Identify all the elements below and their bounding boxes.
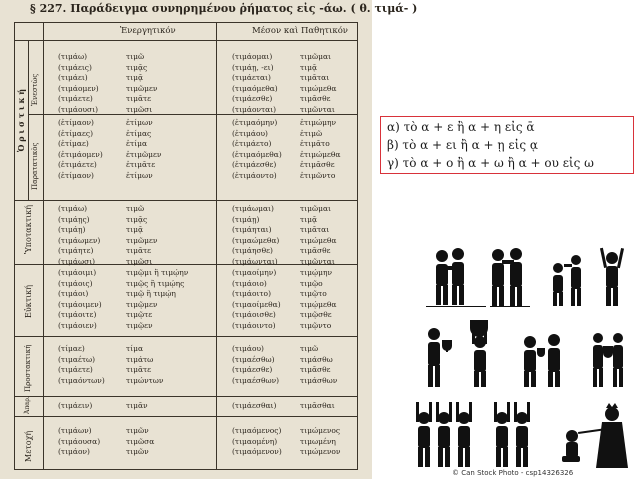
form-active-uncontracted: (τιμάουσι): [58, 105, 99, 114]
form-mp-contracted: τιμώμεθα: [300, 83, 337, 93]
form-mp-uncontracted: (τιμάησθε): [232, 246, 273, 256]
form-mp-contracted: τιμῷτο: [300, 289, 327, 299]
form-active-contracted: τιμῷμι ἢ τιμῴην: [126, 268, 189, 277]
form-active-contracted: τιμᾷ: [126, 225, 144, 235]
form-mp-contracted: τιμωμένη: [300, 436, 336, 446]
form-mp-uncontracted: (τιμάεται): [232, 73, 271, 83]
mood-label-optative: Εὐκτική: [24, 284, 33, 318]
form-mp-contracted: τιμῶμαι: [300, 204, 331, 213]
clipart-caption: © Can Stock Photo - csp14326326: [452, 469, 574, 477]
rule-line-beta: β) τὸ α + ει ἢ α + ῃ εἰς ᾳ: [387, 138, 538, 152]
rule-line-gamma: γ) τὸ α + ο ἢ α + ω ἢ α + ου εἰς ω: [387, 156, 594, 170]
form-active-contracted: ἐτιμῶμεν: [126, 149, 162, 159]
voice-column-divider: [216, 22, 217, 470]
form-mp-uncontracted: (τιμαώμεθα): [232, 235, 280, 245]
form-active-uncontracted: (τιμάειν): [58, 401, 93, 410]
team-cup-figures: [593, 333, 623, 387]
form-mp-contracted: τιμώμενον: [300, 447, 341, 457]
mood-label-imperative: Προστακτική: [24, 344, 32, 392]
form-active-uncontracted: (τιμάῃς): [58, 214, 90, 224]
team-arms-up-figures: [416, 402, 472, 467]
form-mp-contracted: τιμῴμεθα: [300, 299, 337, 309]
form-mp-contracted: ἐτιμῶ: [300, 128, 323, 138]
mood-label-imperfect: Παρατατικὸς: [31, 142, 39, 190]
form-active-uncontracted: (τιμαέτω): [58, 354, 96, 364]
form-mp-uncontracted: (τιμαόμενον): [232, 447, 282, 457]
form-mp-contracted: τιμώμενος: [300, 426, 341, 435]
indicative-divider: [28, 40, 29, 200]
form-mp-contracted: ἐτιμώμεθα: [300, 149, 341, 159]
section-rule-participle: [14, 416, 358, 417]
form-mp-contracted: ἐτιμώμην: [300, 118, 337, 127]
form-active-contracted: τίμα: [126, 344, 144, 353]
form-active-uncontracted: (ἐτιμάομεν): [58, 149, 103, 159]
form-active-contracted: τιμάτω: [126, 354, 154, 364]
header-rule: [14, 40, 358, 41]
form-active-contracted: τιμῶσι: [126, 257, 153, 266]
form-mp-uncontracted: (τιμάωμαι): [232, 204, 274, 213]
form-mp-uncontracted: (ἐτιμάετο): [232, 139, 272, 149]
form-active-uncontracted: (τιμάητε): [58, 246, 94, 256]
celebration-clipart: [406, 242, 638, 479]
form-mp-uncontracted: (τιμάεσθαι): [232, 401, 277, 410]
hugging-figures: [436, 248, 464, 305]
form-active-contracted: τιμῷτε: [126, 310, 153, 320]
form-active-contracted: τιμῷεν: [126, 321, 153, 330]
section-rule-imperative: [14, 336, 358, 337]
form-mp-uncontracted: (ἐτιμάεσθε): [232, 160, 277, 170]
form-active-uncontracted: (τιμάετε): [58, 365, 93, 375]
group-arms-up-figures: [494, 402, 530, 467]
form-mp-uncontracted: (τιμάοιο): [232, 278, 267, 288]
form-active-contracted: τιμῶσι: [126, 105, 153, 114]
form-mp-contracted: τιμάσθων: [300, 375, 338, 385]
form-active-uncontracted: (τιμάει): [58, 73, 88, 83]
embracing-figures: [492, 248, 522, 306]
form-active-contracted: τιμῶ: [126, 52, 145, 61]
form-mp-contracted: τιμᾶσθε: [300, 246, 331, 256]
form-mp-uncontracted: (τιμαόμεθα): [232, 83, 278, 93]
mood-label-indicative: Ὁ ρ ι σ τ ι κ ή: [16, 88, 26, 152]
form-mp-uncontracted: (τιμαέσθω): [232, 354, 275, 364]
form-mp-contracted: τιμῶμαι: [300, 52, 331, 61]
form-active-uncontracted: (τιμάοιεν): [58, 321, 97, 330]
form-active-contracted: τιμῶσα: [126, 436, 155, 446]
form-mp-uncontracted: (τιμάωνται): [232, 257, 278, 266]
form-active-contracted: ἐτίμας: [126, 128, 152, 138]
form-mp-contracted: τιμᾶσθε: [300, 94, 331, 104]
form-active-uncontracted: (τιμάω): [58, 52, 87, 61]
form-mp-contracted: τιμῷντο: [300, 321, 332, 330]
form-active-uncontracted: (τιμάοιμι): [58, 268, 97, 277]
form-active-uncontracted: (τιμάοιμεν): [58, 299, 102, 309]
form-active-contracted: ἐτίμων: [126, 118, 153, 127]
form-active-uncontracted: (τιμάομεν): [58, 83, 99, 93]
form-active-uncontracted: (ἐτίμαε): [58, 139, 89, 149]
form-active-uncontracted: (τιμάωσι): [58, 257, 96, 266]
form-active-contracted: τιμώντων: [126, 375, 164, 385]
form-active-contracted: τιμῶ: [126, 204, 145, 213]
form-mp-uncontracted: (τιμάοισθε): [232, 310, 276, 320]
form-mp-contracted: τιμᾷ: [300, 62, 318, 72]
form-mp-uncontracted: (τιμάεσθε): [232, 365, 273, 375]
form-active-uncontracted: (τιμαόντων): [58, 375, 105, 385]
form-active-uncontracted: (τιμάουσα): [58, 436, 101, 446]
form-mp-contracted: ἐτιμᾶτο: [300, 139, 330, 149]
mood-column-divider: [43, 22, 44, 470]
form-mp-uncontracted: (τιμαέσθων): [232, 375, 280, 385]
form-mp-uncontracted: (τιμάομαι): [232, 52, 273, 61]
form-active-contracted: τιμᾶν: [126, 401, 148, 410]
form-active-uncontracted: (τιμάετε): [58, 94, 93, 104]
form-active-contracted: τιμῷ ἢ τιμῴη: [126, 289, 176, 299]
form-active-uncontracted: (ἐτίμαες): [58, 128, 93, 138]
table-title: § 227. Παράδειγμα συνηρημένου ῥήματος εἰς -άω. ( θ. τιμά- ): [30, 2, 418, 15]
form-mp-contracted: τιμᾶσθε: [300, 365, 331, 375]
cup-raise-figure: [470, 320, 488, 387]
form-active-contracted: ἐτίμα: [126, 139, 148, 149]
mood-label-present: Ἐνεστὼς: [31, 73, 39, 106]
form-mp-contracted: τιμᾷ: [300, 214, 318, 224]
form-active-contracted: ἐτίμων: [126, 171, 153, 180]
header-active: Ἐνεργητικόν: [120, 26, 176, 36]
form-active-contracted: τιμῶμεν: [126, 83, 158, 93]
form-active-contracted: τιμῶμεν: [126, 235, 158, 245]
mood-label-subjunctive: Ὑποτακτική: [24, 204, 33, 254]
form-active-uncontracted: (τίμαε): [58, 344, 85, 353]
form-active-contracted: τιμῷς ἢ τιμῴης: [126, 278, 185, 288]
form-mp-contracted: τιμῶνται: [300, 257, 335, 266]
form-active-uncontracted: (τιμάον): [58, 447, 90, 457]
form-mp-uncontracted: (τιμάοιτο): [232, 289, 272, 299]
form-mp-contracted: τιμάσθω: [300, 354, 333, 364]
form-active-contracted: τιμῷμεν: [126, 299, 158, 309]
form-active-contracted: τιμᾷς: [126, 214, 148, 224]
mood-label-infinitive: Ἀπαρ.: [24, 396, 31, 414]
form-mp-uncontracted: (τιμάοιντο): [232, 321, 276, 330]
form-mp-contracted: τιμῴμην: [300, 268, 333, 277]
form-mp-contracted: τιμῶ: [300, 344, 319, 353]
form-mp-uncontracted: (ἐτιμαόμην): [232, 118, 278, 127]
section-rule-subjunctive: [14, 200, 358, 201]
form-active-uncontracted: (ἐτιμάετε): [58, 160, 97, 170]
form-mp-uncontracted: (τιμαομένη): [232, 436, 278, 446]
cheering-figure: [600, 248, 624, 306]
form-mp-contracted: τιμῶνται: [300, 105, 335, 114]
form-active-contracted: τιμᾷ: [126, 73, 144, 83]
form-mp-contracted: τιμῷο: [300, 278, 323, 288]
form-mp-uncontracted: (τιμάεσθε): [232, 94, 273, 104]
form-active-uncontracted: (τιμάοις): [58, 278, 93, 288]
form-active-contracted: τιμᾶτε: [126, 365, 152, 375]
form-active-contracted: τιμῶν: [126, 447, 149, 457]
form-mp-contracted: τιμᾶσθαι: [300, 401, 335, 410]
knighting-figures: [562, 403, 628, 468]
form-mp-contracted: τιμᾶται: [300, 73, 330, 83]
form-active-uncontracted: (τιμάοιτε): [58, 310, 97, 320]
form-mp-uncontracted: (τιμαόμενος): [232, 426, 282, 435]
form-mp-uncontracted: (ἐτιμαόμεθα): [232, 149, 282, 159]
form-active-uncontracted: (τιμάω): [58, 204, 87, 213]
rule-line-alpha: α) τὸ α + ε ἢ α + η εἰς ᾱ: [387, 120, 535, 134]
section-rule-infinitive: [14, 396, 358, 397]
form-active-uncontracted: (τιμάων): [58, 426, 92, 435]
form-active-uncontracted: (τιμάῃ): [58, 225, 86, 235]
form-mp-uncontracted: (ἐτιμάοντο): [232, 171, 277, 180]
form-active-uncontracted: (τιμάωμεν): [58, 235, 101, 245]
form-mp-uncontracted: (τιμάονται): [232, 105, 277, 114]
form-active-uncontracted: (τιμάοι): [58, 289, 89, 299]
form-active-uncontracted: (ἐτίμαον): [58, 118, 94, 127]
form-active-contracted: τιμᾶτε: [126, 246, 152, 256]
header-middle-passive: Μέσον καὶ Παθητικόν: [252, 26, 348, 36]
form-mp-uncontracted: (τιμαοίμεθα): [232, 299, 281, 309]
form-mp-uncontracted: (τιμαοίμην): [232, 268, 277, 277]
form-mp-uncontracted: (τιμάου): [232, 344, 264, 353]
form-active-uncontracted: (ἐτίμαον): [58, 171, 94, 180]
form-mp-uncontracted: (τιμάηται): [232, 225, 272, 235]
form-active-uncontracted: (τιμάεις): [58, 62, 92, 72]
form-active-contracted: τιμᾶτε: [126, 94, 152, 104]
form-active-contracted: τιμῶν: [126, 426, 149, 435]
form-mp-contracted: ἐτιμᾶσθε: [300, 160, 335, 170]
clipart-figures: [406, 242, 638, 468]
contraction-rules-box: [380, 116, 634, 174]
form-mp-contracted: τιμῷσθε: [300, 310, 332, 320]
form-mp-contracted: ἐτιμῶντο: [300, 171, 336, 180]
form-mp-uncontracted: (τιμάῃ, -ει): [232, 62, 274, 72]
form-mp-contracted: τιμώμεθα: [300, 235, 337, 245]
mood-label-participle: Μετοχή: [24, 430, 33, 462]
form-mp-uncontracted: (τιμάῃ): [232, 214, 260, 224]
form-active-contracted: ἐτιμᾶτε: [126, 160, 156, 170]
form-mp-uncontracted: (ἐτιμάου): [232, 128, 268, 138]
form-mp-contracted: τιμᾶται: [300, 225, 330, 235]
award-handover-figures: [524, 334, 560, 387]
trophy-figure: [428, 328, 452, 387]
form-active-contracted: τιμᾷς: [126, 62, 148, 72]
high-five-figures: [553, 255, 581, 306]
